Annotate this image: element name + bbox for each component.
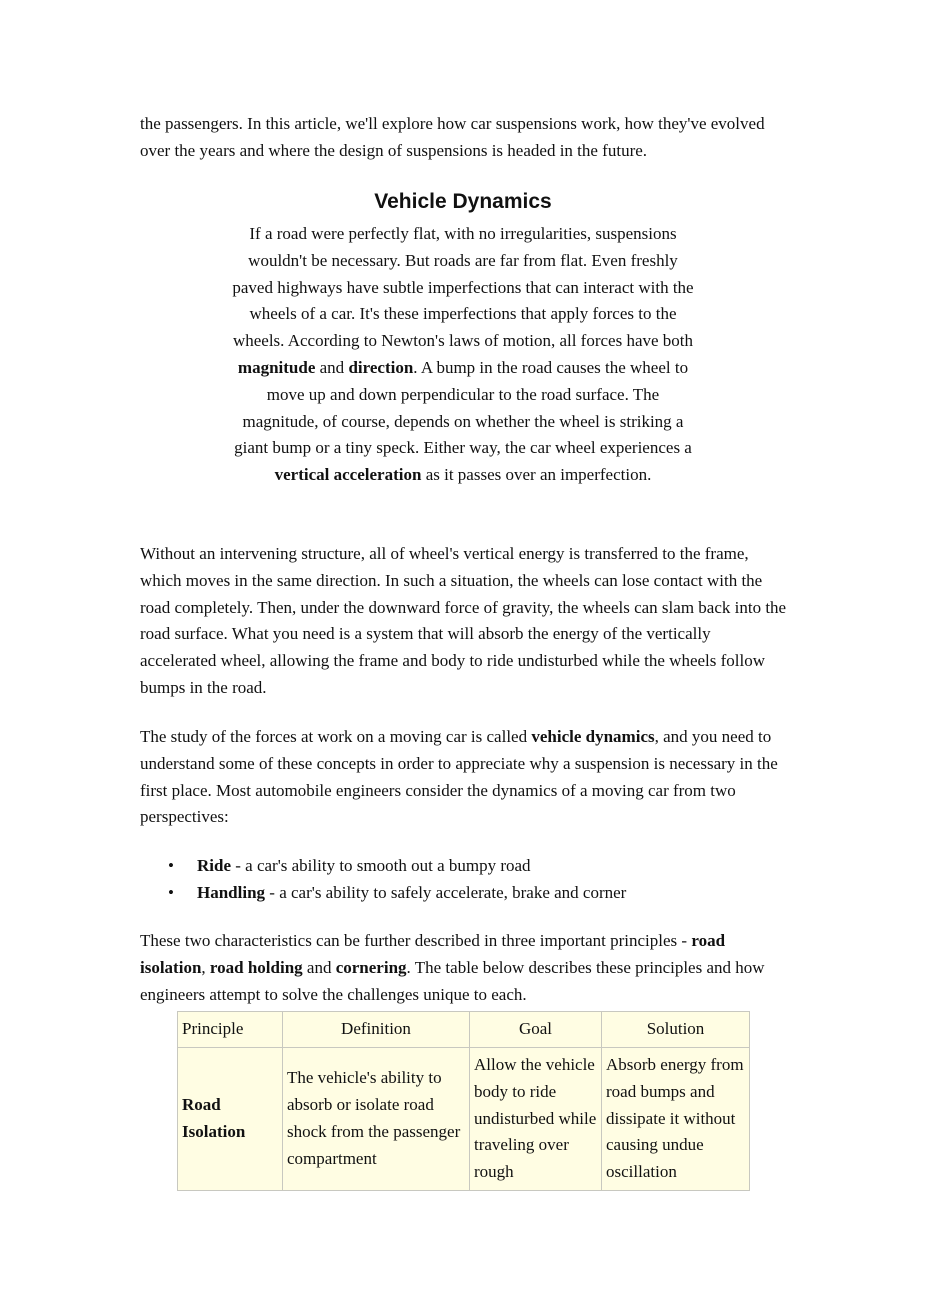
header-cell: Goal <box>470 1012 602 1048</box>
text: , <box>201 957 210 977</box>
paragraph: Without an intervening structure, all of wheel's vertical energy is transferred to the frame, which moves in the same direction. In such a situation, the wheels can lose contact with the road completely. Then, under the downward force of gravity, the wheels can slam back into the road surface. What you need is a system that will absorb the energy of the vertically accelerated wheel, allowing the frame and body to ride undisturbed while the wheels follow bumps in the road. <box>140 544 787 697</box>
text: - a car's ability to safely accelerate, brake and corner <box>265 882 627 902</box>
list-item <box>140 853 626 880</box>
bold-term: Ride <box>197 856 231 875</box>
list-item <box>140 880 626 907</box>
paragraph <box>140 928 790 1008</box>
text: - a car's ability to smooth out a bumpy road <box>231 856 531 875</box>
text: . A bump in the road causes the wheel to move up and down perpendicular to the road surface. The magnitude, of course, depends on whether the wheel is striking a giant bump or a tiny speck. Either way, the car wheel experiences a <box>234 357 692 458</box>
centered-paragraph <box>228 221 698 489</box>
principles-table <box>177 1011 750 1191</box>
header-cell: Principle <box>178 1012 283 1048</box>
table-cell <box>178 1048 283 1191</box>
bold-term: cornering <box>335 957 407 977</box>
principle-name: Road Isolation <box>182 1095 246 1141</box>
text: These two characteristics can be further described in three important principles - <box>140 931 692 950</box>
text: If a road were perfectly flat, with no irregularities, suspensions wouldn't be necessary. But roads are far from flat. Even freshly paved highways have subtle imperfections that can interact with the wheels of a car. It's these imperfections that apply forces to the wheels. According to Newton's laws of motion, all forces have both <box>232 224 694 351</box>
bold-term: magnitude <box>237 357 316 377</box>
table-cell: Allow the vehicle body to ride undisturbed while traveling over rough <box>470 1048 602 1191</box>
text: , and you need to understand some of these concepts in order to appreciate why a suspension is necessary in the first place. Most automobile engineers consider the dynamics of a moving car from two perspectives: <box>140 727 778 827</box>
bold-term: vertical acceleration <box>274 465 422 485</box>
table-cell: Absorb energy from road bumps and dissipate it without causing undue oscillation <box>602 1048 750 1191</box>
section-heading: Vehicle Dynamics <box>374 190 552 213</box>
bold-term: vehicle dynamics <box>531 727 655 746</box>
bold-term: Handling <box>197 882 266 902</box>
text: and <box>302 957 336 977</box>
perspectives-list <box>140 853 626 907</box>
table-header-row <box>178 1012 750 1048</box>
header-cell: Definition <box>283 1012 470 1048</box>
header-cell: Solution <box>602 1012 750 1048</box>
text: as it passes over an imperfection. <box>421 465 652 485</box>
bold-term: road isolation <box>140 931 726 977</box>
intro-paragraph: the passengers. In this article, we'll explore how car suspensions work, how they've evolved over the years and where the design of suspensions is headed in the future. <box>140 114 765 160</box>
text: The study of the forces at work on a moving car is called <box>140 727 532 746</box>
text: . The table below describes these principles and how engineers attempt to solve the challenges unique to each. <box>140 957 765 1004</box>
text: and <box>315 357 349 377</box>
bold-term: road holding <box>209 957 303 977</box>
table-row <box>178 1048 750 1191</box>
bold-term: direction <box>348 357 414 377</box>
table-cell: The vehicle's ability to absorb or isolate road shock from the passenger compartment <box>283 1048 470 1191</box>
paragraph <box>140 724 790 831</box>
